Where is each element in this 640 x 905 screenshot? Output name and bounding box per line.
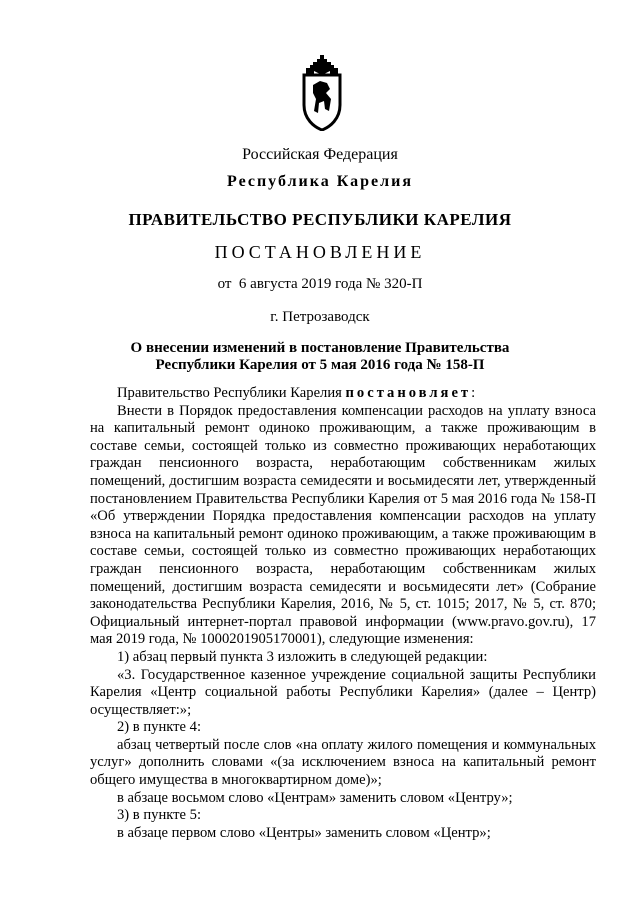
karelia-coat-of-arms-icon: [300, 55, 344, 131]
government-name: ПРАВИТЕЛЬСТВО РЕСПУБЛИКИ КАРЕЛИЯ: [128, 210, 512, 229]
decree-word: постановляет: [345, 385, 472, 401]
intro-colon: :: [471, 385, 476, 401]
paragraph: 2) в пункте 4:: [117, 719, 202, 736]
decree-intro: [90, 385, 596, 403]
title-line: О внесении изменений в постановление Правительства: [130, 340, 510, 356]
paragraph: в абзаце восьмом слово «Центрам» заменить словом «Центру»;: [117, 789, 513, 806]
paragraph: абзац четвертый после слов «на оплату жилого помещения и коммунальных услуг» дополнить словами «(за исключением взноса на капитальный ремонт общего имущества в многоквартирном доме)»;: [90, 736, 596, 789]
paragraph: Внести в Порядок предоставления компенсации расходов на уплату взноса на капитальный ремонт одиноко проживающим, а также проживающим в составе семьи, состоящей только из совместно проживающих неработающих граждан пенсионного возраста, неработающим собственникам жилых помещений, достигшим возраста семидесяти и восьмидесяти лет, утвержденный постановлением Правительства Республики Карелия от 5 мая 2016 года № 158-П «Об утверждении Порядка предоставления компенсации расходов на уплату взноса на капитальный ремонт одиноко проживающим, а также проживающим в составе семьи, состоящей только из совместно проживающих неработающих граждан пенсионного возраста, неработающим собственникам жилых помещений, достигшим возраста семидесяти и восьмидесяти лет» (Собрание законодательства Республики Карелия, 2016, № 5, ст. 1015; 2017, № 5, ст. 870; Официальный интернет-портал правовой информации (www.pravo.gov.ru), 17 мая 2019 года, № 1000201905170001), следующие изменения:: [90, 402, 596, 648]
document-city: г. Петрозаводск: [270, 309, 370, 325]
title-line: Республики Карелия от 5 мая 2016 года № 158-П: [155, 357, 485, 373]
republic-name: Республика Карелия: [227, 173, 413, 190]
paragraph: «3. Государственное казенное учреждение социальной защиты Республики Карелия «Центр социальной работы Республики Карелия» (далее – Центр) осуществляет:»;: [90, 666, 596, 718]
document-date-number: от 6 августа 2019 года № 320-П: [217, 276, 423, 292]
paragraph: в абзаце первом слово «Центры» заменить словом «Центр»;: [117, 824, 491, 841]
intro-text: Правительство Республики Карелия: [117, 385, 346, 401]
paragraph: 3) в пункте 5:: [117, 807, 202, 824]
country-name: Российская Федерация: [242, 146, 398, 163]
document-type: ПОСТАНОВЛЕНИЕ: [214, 242, 426, 262]
paragraph: 1) абзац первый пункта 3 изложить в следующей редакции:: [117, 648, 488, 665]
document-body: [90, 385, 596, 842]
document-title: [0, 340, 640, 374]
